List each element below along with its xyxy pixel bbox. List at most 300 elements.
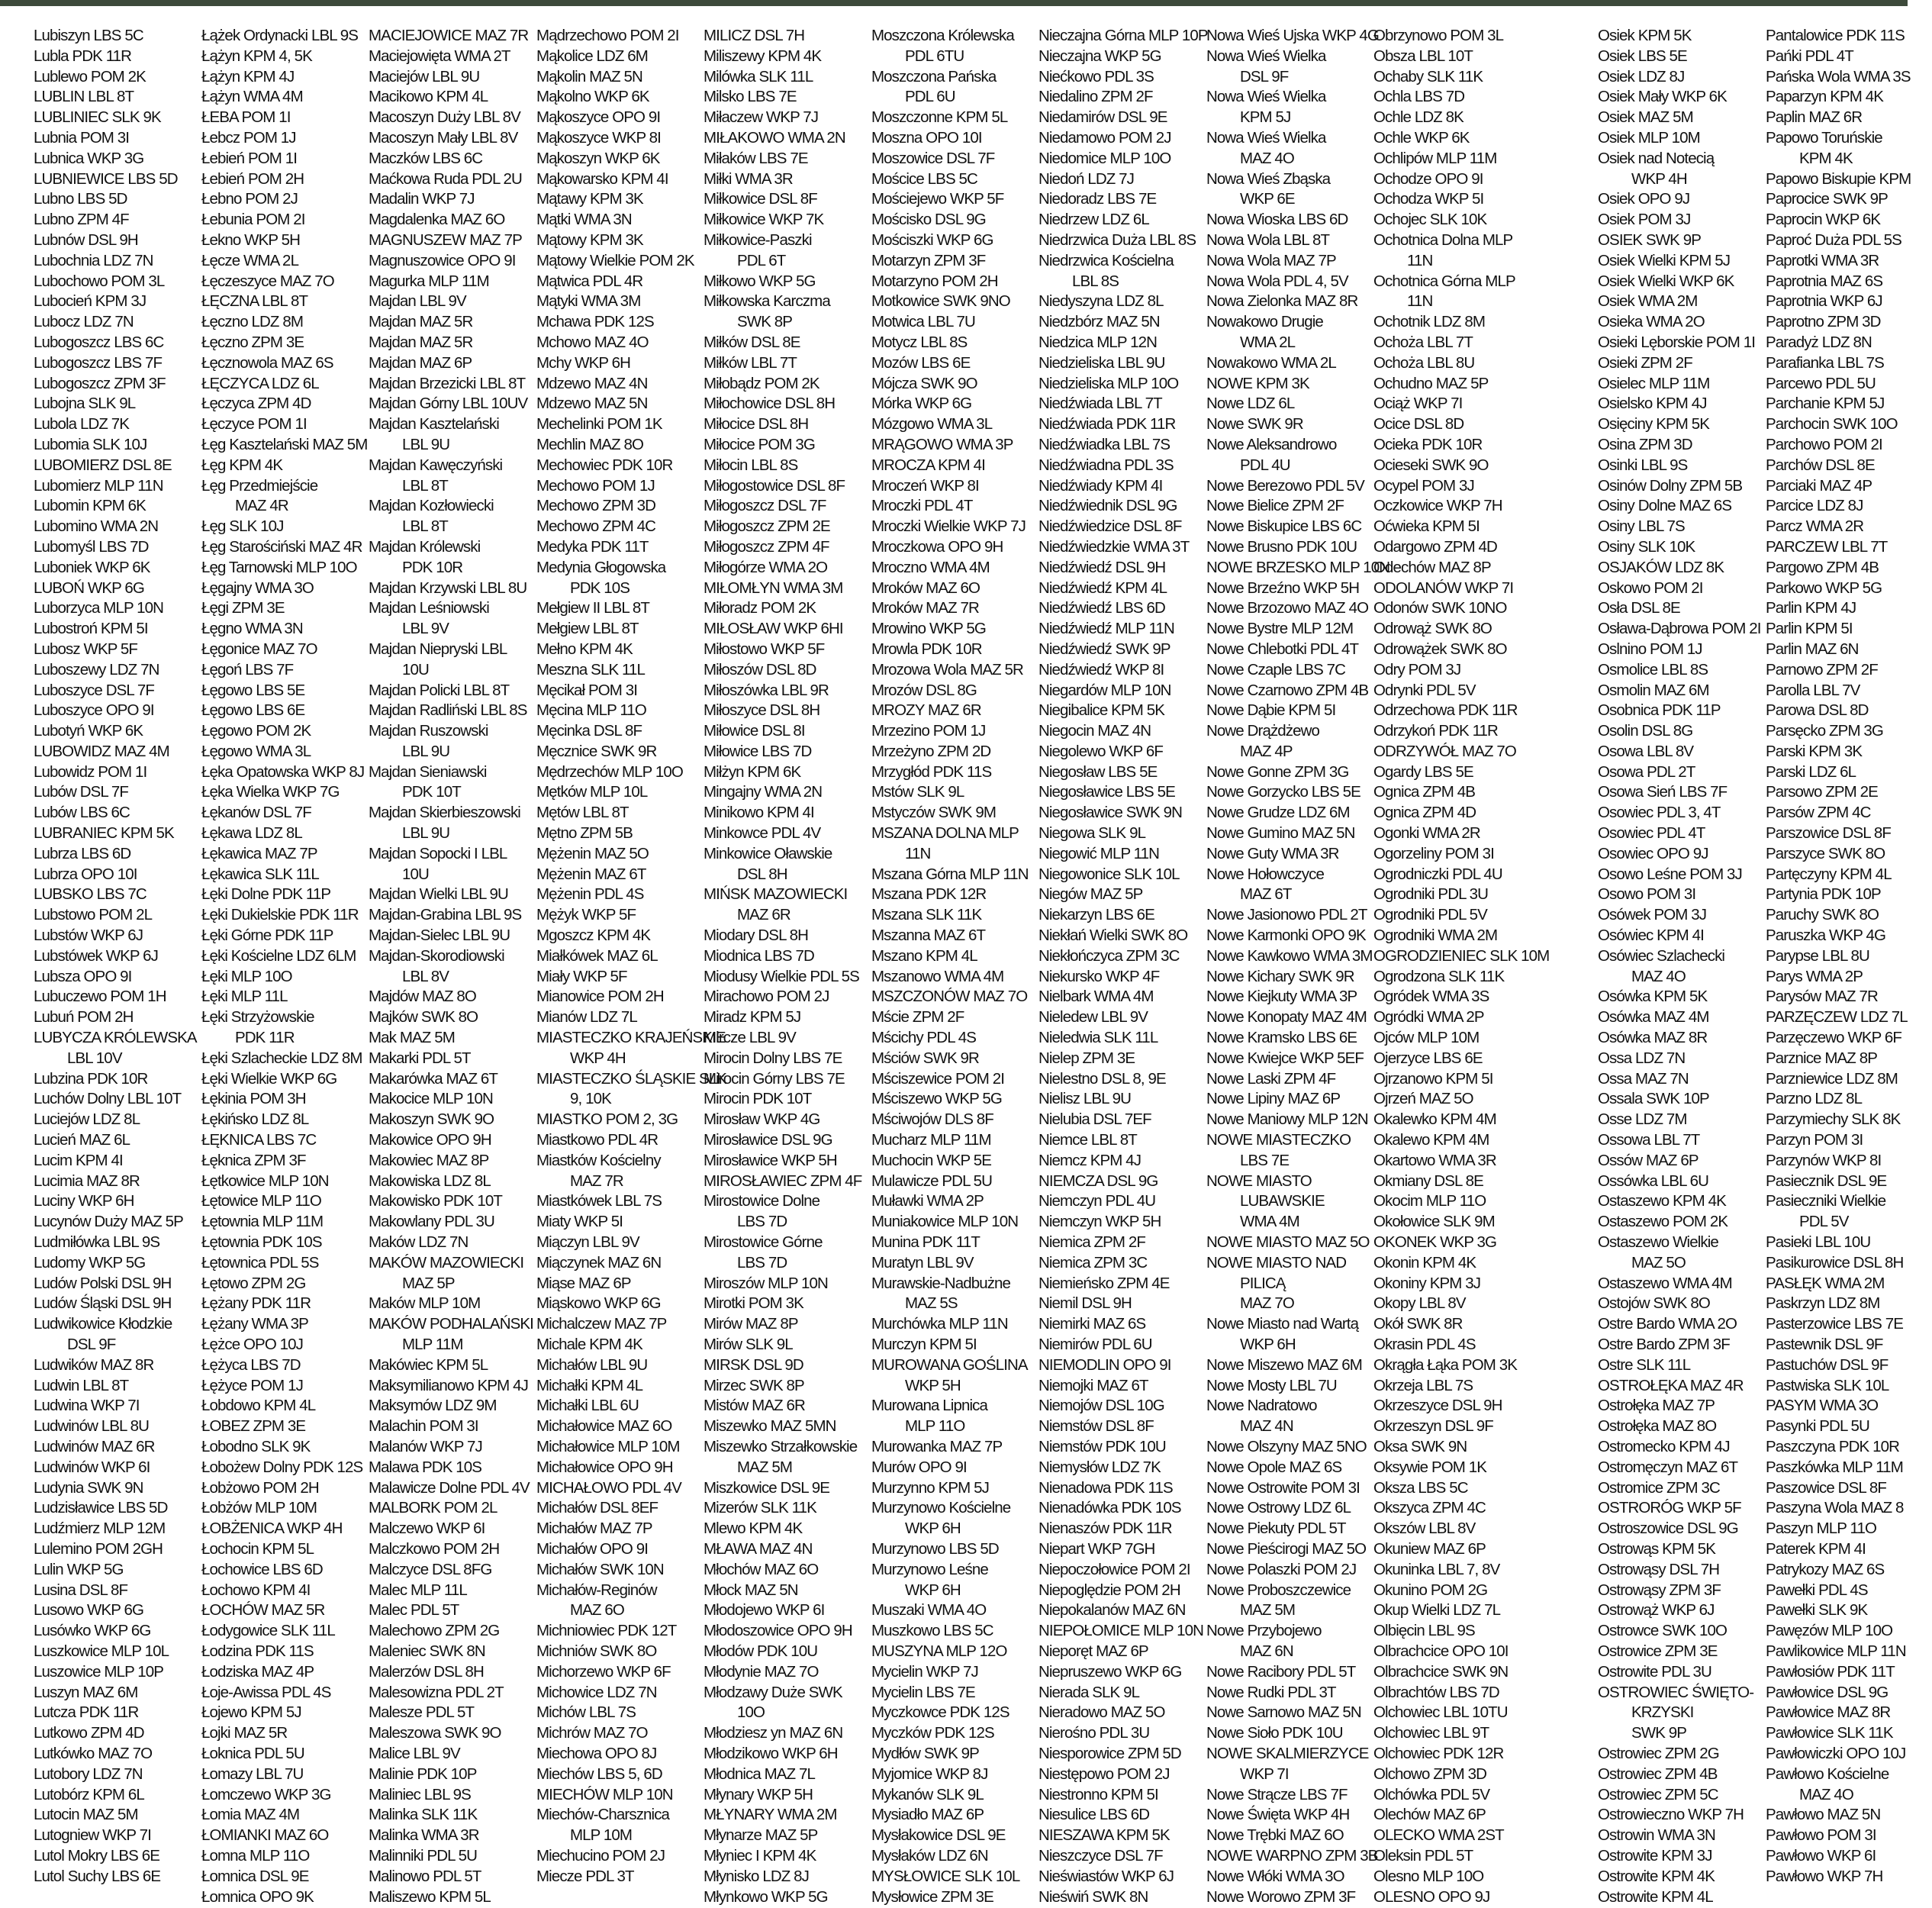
index-entry: Niesporowice ZPM 5D xyxy=(1038,1744,1181,1762)
index-entry: PARZĘCZEW LDZ 7L xyxy=(1766,1008,1908,1027)
index-entry: Parchanie KPM 5J xyxy=(1766,395,1885,413)
index-entry: Ludwinów WKP 6I xyxy=(34,1458,150,1476)
index-entry: LUBSKO LBS 7C xyxy=(34,885,147,904)
index-entry: MIASTECZKO KRAJEŃSKIE xyxy=(536,1029,726,1047)
index-column-1 xyxy=(34,26,200,1908)
index-entry: Nowa Wieś Wielka xyxy=(1206,128,1326,147)
index-entry: Malinie PDK 10P xyxy=(369,1765,477,1783)
index-entry: KPM 4K xyxy=(1799,149,1853,167)
index-entry: Niemysłów LDZ 7K xyxy=(1038,1458,1161,1476)
index-entry: Łodziska MAZ 4P xyxy=(201,1662,314,1681)
index-entry: Mechelinki POM 1K xyxy=(536,415,662,433)
index-entry: Maleszowa SWK 9O xyxy=(369,1724,501,1742)
index-entry: DSL 9F xyxy=(1240,67,1289,85)
index-entry: Niekarzyn LBS 6E xyxy=(1038,906,1154,924)
index-entry: Mszana Górna MLP 11N xyxy=(871,865,1029,883)
index-entry: Niemirów PDL 6U xyxy=(1038,1336,1152,1353)
index-entry: Niedrzew LDZ 6L xyxy=(1038,211,1149,229)
index-entry: Mirocin PDK 10T xyxy=(704,1090,812,1108)
index-entry: Michałów LBL 9U xyxy=(536,1355,648,1374)
index-entry: Lubosz WKP 5F xyxy=(34,640,138,658)
index-entry: Mędrzechów MLP 10O xyxy=(536,762,683,781)
index-entry: Nielbark WMA 4M xyxy=(1038,988,1154,1006)
index-entry: Okuniew MAZ 6P xyxy=(1373,1539,1486,1558)
index-entry: Lubnica WKP 3G xyxy=(34,149,144,167)
index-entry: Lubochnia LDZ 7N xyxy=(34,251,153,269)
index-entry: PASŁĘK WMA 2M xyxy=(1766,1274,1885,1292)
index-entry: PARCZEW LBL 7T xyxy=(1766,537,1888,556)
index-entry: MAKÓW MAZOWIECKI xyxy=(369,1253,524,1271)
index-entry: NOWE WARPNO ZPM 3B xyxy=(1206,1846,1378,1864)
index-entry: Łążyn WMA 4M xyxy=(201,88,303,106)
index-entry: Murzynowo Leśne xyxy=(871,1560,988,1578)
index-entry: LUBOMIERZ DSL 8E xyxy=(34,456,172,474)
index-entry: MAZ 6N xyxy=(1240,1642,1293,1660)
index-entry: Nowe Miszewo MAZ 6M xyxy=(1206,1355,1362,1374)
index-entry: Paprotno ZPM 3D xyxy=(1766,313,1881,331)
index-entry: Magnuszowice OPO 9I xyxy=(369,251,516,269)
index-entry: Niedzieliska MLP 10O xyxy=(1038,374,1179,392)
index-entry: Olchowiec PDK 12R xyxy=(1373,1744,1504,1762)
index-entry: Mełgiew LBL 8T xyxy=(536,620,639,638)
index-entry: Lubojna SLK 9L xyxy=(34,395,136,413)
index-entry: Mysłakowice DSL 9E xyxy=(871,1826,1006,1845)
index-entry: Michrów MAZ 7O xyxy=(536,1724,648,1742)
index-entry: Okocim MLP 11O xyxy=(1373,1192,1486,1210)
index-entry: Okuninka LBL 7, 8V xyxy=(1373,1560,1500,1578)
index-entry: Osiek POM 3J xyxy=(1598,211,1691,229)
index-entry: Parcz WMA 2R xyxy=(1766,517,1864,536)
index-entry: Łękawica SLK 11L xyxy=(201,865,319,883)
index-entry: Luciny WKP 6H xyxy=(34,1192,134,1210)
index-entry: Michowice LDZ 7N xyxy=(536,1683,657,1701)
index-entry: MAGNUSZEW MAZ 7P xyxy=(369,230,522,249)
index-entry: Lubomyśl LBS 7D xyxy=(34,537,149,556)
index-entry: Parzyn POM 3I xyxy=(1766,1131,1863,1149)
index-entry: Łęczno ZPM 3E xyxy=(201,333,304,351)
index-entry: Michałów MAZ 7P xyxy=(536,1520,652,1538)
index-entry: Miechów-Charsznica xyxy=(536,1806,670,1824)
index-entry: OLECKO WMA 2ST xyxy=(1373,1826,1504,1845)
index-entry: Mykanów SLK 9L xyxy=(871,1785,984,1803)
index-entry: Pantalowice PDK 11S xyxy=(1766,27,1905,44)
index-entry: Muratyn LBL 9V xyxy=(871,1253,974,1271)
index-entry: Mysłaków LDZ 6N xyxy=(871,1846,988,1864)
index-entry: Osse LDZ 7M xyxy=(1598,1110,1687,1129)
index-entry: Myjomice WKP 8J xyxy=(871,1765,988,1783)
index-entry: MAZ 6O xyxy=(570,1601,624,1620)
index-entry: Michałki KPM 4L xyxy=(536,1376,643,1394)
index-entry: Nowa Zielonka MAZ 8R xyxy=(1206,292,1358,311)
index-entry: Mąkoszyce WKP 8I xyxy=(536,128,661,147)
index-entry: Muchocin WKP 5E xyxy=(871,1151,992,1169)
index-entry: Lubogoszcz ZPM 3F xyxy=(34,374,166,392)
index-entry: Myczkowce PDK 12S xyxy=(871,1703,1009,1722)
index-entry: Pasieki LBL 10U xyxy=(1766,1233,1871,1252)
index-entry: MIECHÓW MLP 10N xyxy=(536,1785,673,1803)
index-entry: Miłowice DSL 8I xyxy=(704,722,805,740)
index-entry: Mszanna MAZ 6T xyxy=(871,927,986,945)
index-entry: Parysów MAZ 7R xyxy=(1766,988,1878,1006)
index-entry: Olchowo ZPM 3D xyxy=(1373,1765,1487,1783)
index-entry: Łebcz POM 1J xyxy=(201,128,296,147)
index-entry: Makowiec MAZ 8P xyxy=(369,1151,489,1169)
index-entry: Ochojec SLK 10K xyxy=(1373,211,1487,229)
index-entry: Ostroszowice DSL 9G xyxy=(1598,1520,1738,1538)
index-entry: Niemstów PDK 10U xyxy=(1038,1437,1166,1455)
index-entry: Lutogniew WKP 7I xyxy=(34,1826,151,1845)
index-entry: Mątwica PDL 4R xyxy=(536,272,643,290)
index-entry: Łęka Wielka WKP 7G xyxy=(201,783,340,801)
index-entry: Lubogoszcz LBS 6C xyxy=(34,333,164,351)
index-entry: SWK 8P xyxy=(737,313,793,331)
index-entry: ŁOMIANKI MAZ 6O xyxy=(201,1826,329,1845)
index-entry: Łebunia POM 2I xyxy=(201,211,305,229)
index-entry: Paszkówka MLP 11M xyxy=(1766,1458,1903,1476)
index-entry: Łążyn KPM 4J xyxy=(201,67,295,85)
index-entry: Mirosławice DSL 9G xyxy=(704,1131,832,1149)
index-entry: Łęgoń LBS 7F xyxy=(201,660,294,678)
index-entry: MYSŁOWICE SLK 10L xyxy=(871,1867,1020,1885)
index-entry: Miliszewy KPM 4K xyxy=(704,47,822,65)
index-entry: Ostaszewo WMA 4M xyxy=(1598,1274,1732,1292)
index-entry: Łoje-Awissa PDL 4S xyxy=(201,1683,331,1701)
index-entry: Niepoględzie POM 2H xyxy=(1038,1581,1180,1599)
index-entry: Lubów LBS 6C xyxy=(34,804,130,822)
index-entry: Maciejów LBL 9U xyxy=(369,67,480,85)
index-entry: Łętkowice MLP 10N xyxy=(201,1172,329,1190)
index-entry: LBS 7D xyxy=(737,1253,787,1271)
index-entry: Majdan Leśniowski xyxy=(369,599,489,617)
index-entry: Ochle LDZ 8K xyxy=(1373,108,1463,127)
index-entry: Lubstów WKP 6J xyxy=(34,927,143,945)
index-entry: MAZ 5S xyxy=(905,1294,958,1313)
index-entry: Osiek LBS 5E xyxy=(1598,47,1687,65)
index-entry: Pawłowo WKP 6I xyxy=(1766,1846,1876,1864)
index-entry: Mełno KPM 4K xyxy=(536,640,633,658)
index-entry: Niekłań Wielki SWK 8O xyxy=(1038,927,1188,945)
index-entry: Niedźwiedzice DSL 8F xyxy=(1038,517,1182,536)
index-entry: Łęgonice MAZ 7O xyxy=(201,640,317,658)
index-entry: Łoknica PDL 5U xyxy=(201,1744,304,1762)
index-entry: Osowo POM 3I xyxy=(1598,885,1696,904)
index-entry: Mirachowo POM 2J xyxy=(704,988,829,1006)
index-entry: Nieświastów WKP 6J xyxy=(1038,1867,1174,1885)
index-entry: Ochla LBS 7D xyxy=(1373,88,1465,106)
index-entry: Munina PDK 11T xyxy=(871,1233,980,1252)
index-entry: Osieki Lęborskie POM 1I xyxy=(1598,333,1756,351)
index-entry: Majdan Królewski xyxy=(369,537,481,556)
index-entry: Lucim KPM 4I xyxy=(34,1151,123,1169)
index-entry: LBL 9U xyxy=(402,435,450,453)
index-entry: Osiny Dolne MAZ 6S xyxy=(1598,497,1732,515)
index-entry: Okonin KPM 4K xyxy=(1373,1253,1476,1271)
index-entry: Lutkowo ZPM 4D xyxy=(34,1724,144,1742)
index-entry: Młodnica MAZ 7L xyxy=(704,1765,816,1783)
index-entry: Niegardów MLP 10N xyxy=(1038,681,1171,699)
index-entry: Okrasin PDL 4S xyxy=(1373,1336,1476,1353)
index-column-3 xyxy=(369,26,535,1908)
index-entry: Michałowice OPO 9H xyxy=(536,1458,673,1476)
index-entry: Niemce LBL 8T xyxy=(1038,1131,1137,1149)
index-entry: Muszaki WMA 4O xyxy=(871,1601,987,1620)
index-entry: Nowakowo WMA 2L xyxy=(1206,353,1336,372)
index-entry: Ochodze OPO 9I xyxy=(1373,169,1483,188)
index-entry: Michorzewo WKP 6F xyxy=(536,1662,671,1681)
index-entry: Mizerów SLK 11K xyxy=(704,1499,816,1517)
index-entry: Nieświń SWK 8N xyxy=(1038,1887,1148,1906)
index-entry: Parzymiechy SLK 8K xyxy=(1766,1110,1901,1129)
index-entry: Łęgowo WMA 3L xyxy=(201,742,311,760)
index-entry: Pastuchów DSL 9F xyxy=(1766,1355,1889,1374)
index-entry: Miradz KPM 5J xyxy=(704,1008,801,1027)
index-entry: Łęg Przedmiejście xyxy=(201,476,318,495)
index-entry: Michałki LBL 6U xyxy=(536,1397,639,1415)
index-entry: Majdan Policki LBL 8T xyxy=(369,681,510,699)
index-entry: Nowe Święta WKP 4H xyxy=(1206,1806,1350,1824)
index-entry: Ojerzyce LBS 6E xyxy=(1373,1049,1483,1067)
index-entry: OLESNO OPO 9J xyxy=(1373,1887,1490,1906)
index-entry: Malczewo WKP 6I xyxy=(369,1520,485,1538)
index-entry: Mysiadło MAZ 6P xyxy=(871,1806,984,1824)
index-entry: Okół SWK 8R xyxy=(1373,1315,1463,1333)
index-entry: Michalczew MAZ 7P xyxy=(536,1315,667,1333)
index-entry: Majdan MAZ 5R xyxy=(369,313,473,331)
index-entry: Lubomin KPM 6K xyxy=(34,497,146,515)
index-entry: Luchów Dolny LBL 10T xyxy=(34,1090,182,1108)
index-entry: Murchówka MLP 11N xyxy=(871,1315,1008,1333)
index-entry: Miszewko Strzałkowskie xyxy=(704,1437,858,1455)
index-entry: ŁOBEZ ZPM 3E xyxy=(201,1417,306,1436)
index-entry: Maciejowięta WMA 2T xyxy=(369,47,510,65)
index-entry: Osiek MLP 10M xyxy=(1598,128,1700,147)
index-entry: Miodnica LBS 7D xyxy=(704,946,814,965)
index-entry: Majdan Wielki LBL 9U xyxy=(369,885,508,904)
index-entry: Mście ZPM 2F xyxy=(871,1008,964,1027)
index-entry: NOWE KPM 3K xyxy=(1206,374,1309,392)
index-entry: Ogonki WMA 2R xyxy=(1373,824,1480,843)
index-entry: Makowiska LDZ 8L xyxy=(369,1172,491,1190)
index-entry: Nowe Kawkowo WMA 3M xyxy=(1206,946,1373,965)
index-entry: Paparzyn KPM 4K xyxy=(1766,88,1883,106)
index-entry: Murzynowo Kościelne xyxy=(871,1499,1011,1517)
index-entry: Lucień MAZ 6L xyxy=(34,1131,130,1149)
index-entry: Nowe Włóki WMA 3O xyxy=(1206,1867,1344,1885)
index-entry: Niedomice MLP 10O xyxy=(1038,149,1171,167)
index-entry: LBL 10V xyxy=(67,1049,122,1067)
index-entry: Parcewo PDL 5U xyxy=(1766,374,1876,392)
index-entry: Niedźwiedź SWK 9P xyxy=(1038,640,1170,658)
index-entry: Lutobory LDZ 7N xyxy=(34,1765,143,1783)
index-entry: Ojrzanowo KPM 5I xyxy=(1373,1069,1493,1088)
index-entry: Miłogoszcz ZPM 2E xyxy=(704,517,830,536)
index-entry: MSZCZONÓW MAZ 7O xyxy=(871,988,1028,1006)
index-entry: Okmiany DSL 8E xyxy=(1373,1172,1483,1190)
index-entry: Ostrowite KPM 4L xyxy=(1598,1887,1713,1906)
index-entry: Ludów Polski DSL 9H xyxy=(34,1274,172,1292)
index-entry: Odechów MAZ 8P xyxy=(1373,558,1491,576)
index-entry: Łobodno SLK 9K xyxy=(201,1437,311,1455)
index-entry: Pawłowo WKP 7H xyxy=(1766,1867,1883,1885)
index-entry: Majdan-Sielec LBL 9U xyxy=(369,927,510,945)
index-entry: Łomnica DSL 9E xyxy=(201,1867,309,1885)
index-entry: LBS 7E xyxy=(1240,1151,1290,1169)
index-entry: Łęknica ZPM 3F xyxy=(201,1151,306,1169)
index-entry: MAZ 5O xyxy=(1631,1253,1686,1271)
index-entry: NOWE BRZESKO MLP 10N xyxy=(1206,558,1390,576)
index-entry: Nowe Trębki MAZ 6O xyxy=(1206,1826,1344,1845)
index-entry: Nielestno DSL 8, 9E xyxy=(1038,1069,1166,1088)
index-entry: Niegibalice KPM 5K xyxy=(1038,701,1164,720)
index-entry: Osiek nad Notecią xyxy=(1598,149,1715,167)
index-entry: Lubocz LDZ 7N xyxy=(34,313,134,331)
index-entry: Łęg Starościński MAZ 4R xyxy=(201,537,362,556)
index-entry: Mężenin MAZ 6T xyxy=(536,865,646,883)
index-entry: Nowe Guty WMA 3R xyxy=(1206,844,1339,862)
index-entry: Majdów MAZ 8O xyxy=(369,988,476,1006)
index-entry: Olbrachcice OPO 10I xyxy=(1373,1642,1509,1660)
index-entry: Nowe Biskupice LBS 6C xyxy=(1206,517,1362,536)
index-entry: Niedoń LDZ 7J xyxy=(1038,169,1135,188)
index-entry: Mściwojów DLS 8F xyxy=(871,1110,993,1129)
index-entry: Osiek WMA 2M xyxy=(1598,292,1698,311)
index-entry: Ostaszewo Wielkie xyxy=(1598,1233,1718,1252)
index-entry: Murawskie-Nadbużne xyxy=(871,1274,1011,1292)
index-entry: Obrzynowo POM 3L xyxy=(1373,27,1504,44)
index-entry: Łęgowo LBS 6E xyxy=(201,701,305,720)
index-entry: Michale KPM 4K xyxy=(536,1336,642,1353)
index-entry: Paprotnia MAZ 6S xyxy=(1766,272,1883,290)
index-entry: Miłoradz POM 2K xyxy=(704,599,816,617)
index-entry: Ochle WKP 6K xyxy=(1373,128,1470,147)
index-entry: Nielisz LBL 9U xyxy=(1038,1090,1132,1108)
index-entry: Męcznice SWK 9R xyxy=(536,742,657,760)
index-entry: Osiek KPM 5K xyxy=(1598,27,1692,44)
index-entry: Papowo Biskupie KPM xyxy=(1766,169,1911,188)
index-entry: Ossówka LBL 6U xyxy=(1598,1172,1709,1190)
index-entry: LBL 8T xyxy=(402,517,448,536)
index-entry: Nowe Gorzycko LBS 5E xyxy=(1206,783,1360,801)
index-entry: Odrzykoń PDK 11R xyxy=(1373,722,1498,740)
index-entry: OSTROŁĘKA MAZ 4R xyxy=(1598,1376,1744,1394)
index-entry: Magurka MLP 11M xyxy=(369,272,489,290)
index-entry: Olbrachcice SWK 9N xyxy=(1373,1662,1509,1681)
index-entry: Osobnica PDK 11P xyxy=(1598,701,1721,720)
index-entry: Michałów SWK 10N xyxy=(536,1560,664,1578)
index-entry: Mściszewice POM 2I xyxy=(871,1069,1005,1088)
index-entry: Łęcze WMA 2L xyxy=(201,251,299,269)
index-entry: Ludów Śląski DSL 9H xyxy=(34,1294,172,1313)
index-entry: Luszkowice MLP 10L xyxy=(34,1642,169,1660)
index-entry: Ostrowin WMA 3N xyxy=(1598,1826,1715,1845)
index-entry: Nieczajna Górna MLP 10P xyxy=(1038,27,1208,44)
index-entry: Ochodza WKP 5I xyxy=(1373,190,1484,208)
index-entry: Mianowice POM 2H xyxy=(536,988,664,1006)
index-entry: Parcice LDZ 8J xyxy=(1766,497,1863,515)
index-entry: Nowe Maniowy MLP 12N xyxy=(1206,1110,1368,1129)
index-entry: Ochotnica Górna MLP xyxy=(1373,272,1515,290)
index-entry: Osówka MAZ 8R xyxy=(1598,1029,1708,1047)
index-entry: Ostaszewo KPM 4K xyxy=(1598,1192,1726,1210)
index-entry: Odrzechowa PDK 11R xyxy=(1373,701,1518,720)
index-entry: Łobożew Dolny PDK 12S xyxy=(201,1458,363,1476)
index-entry: Łęg Kasztelański MAZ 5M xyxy=(201,435,368,453)
index-entry: Malawicze Dolne PDL 4V xyxy=(369,1478,530,1497)
index-entry: Młochów MAZ 6O xyxy=(704,1560,819,1578)
index-entry: Łomnica OPO 9K xyxy=(201,1887,314,1906)
index-entry: Pawełki PDL 4S xyxy=(1766,1581,1868,1599)
index-entry: Muławki WMA 2P xyxy=(871,1192,984,1210)
index-entry: Mchowo MAZ 4O xyxy=(536,333,649,351)
index-entry: Obsza LBL 10T xyxy=(1373,47,1473,65)
index-entry: Malawa PDK 10S xyxy=(369,1458,482,1476)
index-entry: Ogrodniki WMA 2M xyxy=(1373,927,1498,945)
index-entry: Parowa DSL 8D xyxy=(1766,701,1869,720)
index-entry: Ostre Bardo WMA 2O xyxy=(1598,1315,1737,1333)
index-entry: Miąse MAZ 6P xyxy=(536,1274,631,1292)
index-entry: Miłowice LBS 7D xyxy=(704,742,812,760)
index-entry: Łęgowo LBS 5E xyxy=(201,681,305,699)
index-entry: Maleniec SWK 8N xyxy=(369,1642,485,1660)
index-entry: Nowe Przybojewo xyxy=(1206,1622,1322,1640)
index-entry: Mianów LDZ 7L xyxy=(536,1008,637,1027)
index-entry: Mątyki WMA 3M xyxy=(536,292,641,311)
index-entry: Ludwin LBL 8T xyxy=(34,1376,129,1394)
index-entry: Paprocin WKP 6K xyxy=(1766,211,1881,229)
index-entry: Nieledew LBL 9V xyxy=(1038,1008,1148,1027)
index-entry: Mrowino WKP 5G xyxy=(871,620,986,638)
index-entry: ODOLANÓW WKP 7I xyxy=(1373,579,1514,597)
index-entry: Mstów SLK 9L xyxy=(871,783,964,801)
index-entry: Nowe Brusno PDK 10U xyxy=(1206,537,1357,556)
index-entry: Ostrołęka MAZ 7P xyxy=(1598,1397,1715,1415)
index-entry: Osiek Wielki WKP 6K xyxy=(1598,272,1734,290)
index-entry: Miszewko MAZ 5MN xyxy=(704,1417,836,1436)
index-entry: Lubnów DSL 9H xyxy=(34,230,138,249)
index-entry: Młodojewo WKP 6I xyxy=(704,1601,825,1620)
index-entry: Parski KPM 3K xyxy=(1766,742,1863,760)
index-entry: Osowo Leśne POM 3J xyxy=(1598,865,1742,883)
index-entry: Mlewo KPM 4K xyxy=(704,1520,803,1538)
index-entry: SWK 9P xyxy=(1631,1724,1687,1742)
index-entry: Malachin POM 3I xyxy=(369,1417,478,1436)
index-entry: Nowa Wieś Wielka xyxy=(1206,88,1326,106)
index-entry: MAZ 4P xyxy=(1240,742,1293,760)
index-entry: Miłocin LBL 8S xyxy=(704,456,798,474)
index-entry: Nowe Laski ZPM 4F xyxy=(1206,1069,1336,1088)
index-entry: Łomia MAZ 4M xyxy=(201,1806,300,1824)
index-entry: Niepoczołowice POM 2I xyxy=(1038,1560,1190,1578)
index-entry: Paradyż LDZ 8N xyxy=(1766,333,1872,351)
index-entry: Makówiec KPM 5L xyxy=(369,1355,488,1374)
index-entry: Lubsza OPO 9I xyxy=(34,967,132,985)
index-entry: Łebień POM 1I xyxy=(201,149,298,167)
index-entry: Nierada SLK 9L xyxy=(1038,1683,1140,1701)
index-column-4 xyxy=(536,26,727,1908)
index-entry: Ogrodzona SLK 11K xyxy=(1373,967,1505,985)
index-entry: PDL 5V xyxy=(1799,1213,1849,1231)
index-entry: Niemil DSL 9H xyxy=(1038,1294,1132,1313)
index-entry: Lutcza PDK 11R xyxy=(34,1703,139,1722)
index-entry: Ludwinów MAZ 6R xyxy=(34,1437,155,1455)
index-entry: Muszkowo LBS 5C xyxy=(871,1622,993,1640)
index-entry: Parlin KPM 4J xyxy=(1766,599,1856,617)
index-entry: Parsów ZPM 4C xyxy=(1766,804,1871,822)
index-entry: Lusina DSL 8F xyxy=(34,1581,128,1599)
index-entry: Parsowo ZPM 2E xyxy=(1766,783,1878,801)
index-entry: Nowe Pieścirogi MAZ 5O xyxy=(1206,1539,1367,1558)
index-entry: Nowe Mosty LBL 7U xyxy=(1206,1376,1337,1394)
